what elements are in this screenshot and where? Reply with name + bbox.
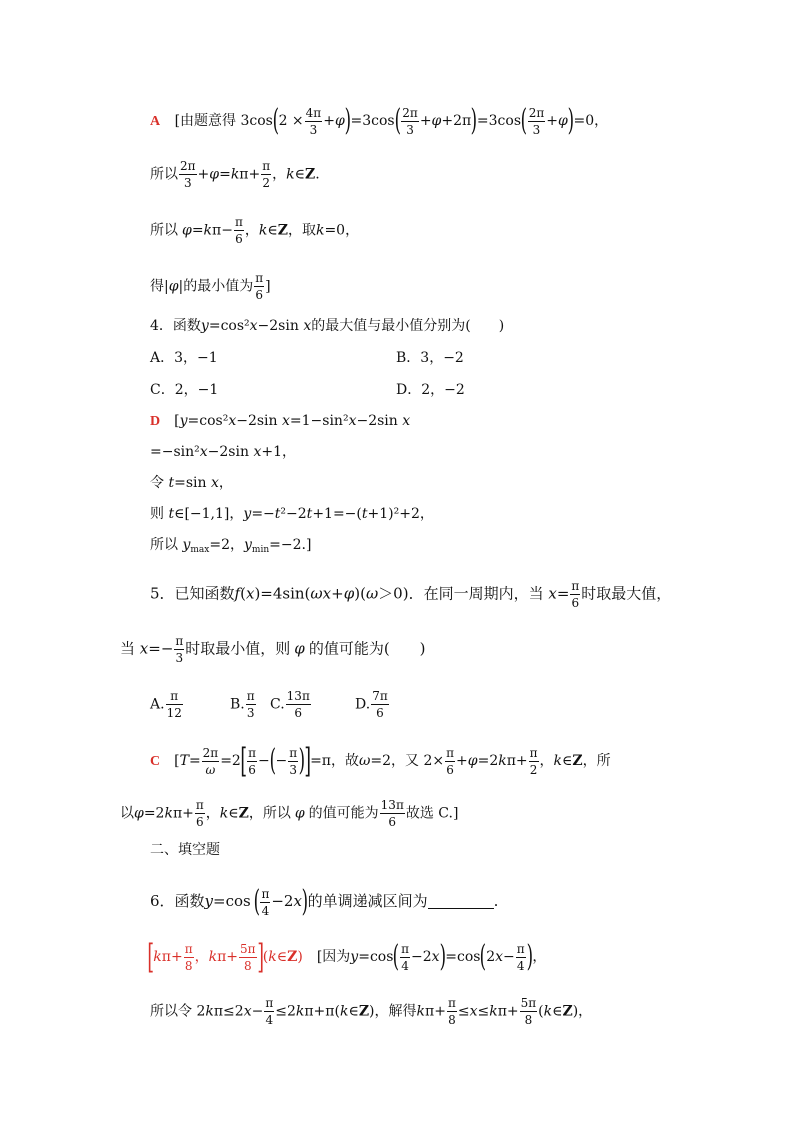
solution-6-line-2: 所以令 2kπ≤2x− $\frac{\pi}{4}$ ≤2kπ+π(k∈Z)，解得kπ+ $\frac{\pi}{8}$ ≤x≤kπ+ $\frac{5\pi}{8}$ (k∈Z)， [150, 996, 593, 1027]
fraction: $\frac{4\pi}{3}$ [305, 105, 322, 137]
fraction: $\frac{\pi}{2}$ [262, 159, 271, 190]
option-b: B. $\frac{\pi}{3}$ [230, 689, 255, 720]
solution-4-line-1: D [y=cos²x−2sin x=1−sin²x−2sin x [150, 413, 411, 429]
fraction: $\frac{\pi}{8}$ [447, 996, 456, 1027]
option-d: D. $\frac{7\pi}{6}$ [355, 689, 388, 720]
fraction: $\frac{\pi}{6}$ [571, 579, 580, 610]
fraction: $\frac{\pi}{4}$ [261, 886, 270, 918]
fraction: $\frac{13\pi}{6}$ [286, 689, 310, 720]
option-b: B．3，−2 [396, 350, 464, 366]
section-heading: 二、填空题 [150, 842, 220, 858]
fraction: $\frac{5\pi}{8}$ [520, 996, 537, 1027]
fraction: $\frac{2\pi}{3}$ [528, 105, 545, 137]
fraction: $\frac{\pi}{4}$ [516, 941, 525, 973]
solution-6-line-1: [kπ+ $\frac{\pi}{8}$ ，kπ+ $\frac{5\pi}{8}$ ](k∈Z) [因为y=cos( $\frac{\pi}{4}$ −2x)=cos(2x− $\frac{\pi}{4}$ )， [147, 937, 547, 977]
solution-4-line-2: =−sin²x−2sin x+1， [150, 444, 296, 460]
solution-4-line-5: 所以 $y_{max}=2$，$y_{min}=-2$.] [150, 537, 312, 555]
fraction: $\frac{2\pi}{3}$ [402, 105, 418, 137]
answer-letter: C [150, 754, 161, 769]
option-a: A．3，−1 [150, 350, 218, 366]
question-4-stem: 4．函数y=cos²x−2sin x的最大值与最小值分别为( ) [150, 318, 505, 334]
answer-interval: [kπ+ $\frac{\pi}{8}$ ，kπ+ $\frac{5\pi}{8}$ ](k∈Z) [147, 937, 303, 977]
fraction: $\frac{\pi}{4}$ [401, 941, 410, 973]
fraction: $\frac{2\pi}{\omega}$ [202, 745, 219, 777]
fraction: $\frac{5\pi}{8}$ [240, 941, 256, 973]
solution-3-line-2: 所以 $\frac{2\pi}{3}$ +φ=kπ+ $\frac{\pi}{2}$ ，k∈Z. [150, 159, 320, 190]
fraction: $\frac{\pi}{6}$ [195, 798, 204, 829]
fraction: $\frac{\pi}{4}$ [265, 996, 274, 1027]
fraction: $\frac{2\pi}{3}$ [180, 159, 196, 190]
fraction: $\frac{13\pi}{6}$ [380, 798, 404, 829]
fraction: $\frac{\pi}{3}$ [289, 745, 298, 777]
solution-3-line-1: A [由题意得 3cos(2 × $\frac{4\pi}{3}$ +φ)=3cos( $\frac{2\pi}{3}$ +φ+2π)=3cos( $\frac{2\pi}{3}$ +φ)=0， [150, 103, 609, 138]
option-c: C．2，−1 [150, 382, 219, 398]
option-c: C. $\frac{13\pi}{6}$ [270, 689, 310, 720]
question-5-stem-line-1: 5．已知函数f(x)=4sin(ωx+φ)(ω＞0)．在同一周期内，当 x= $\frac{\pi}{6}$ 时取最大值， [150, 579, 672, 610]
fraction: $\frac{\pi}{8}$ [184, 941, 193, 973]
solution-5-line-1: C [T= $\frac{2\pi}{\omega}$ =2[ $\frac{\pi}{6}$ −(− $\frac{\pi}{3}$ )]=π，故ω=2，又 2× $\frac{\pi}{6}$ +φ=2kπ+ $\frac{\pi}{2}$ ，k∈Z，所 [150, 741, 611, 781]
fraction: $\frac{\pi}{6}$ [234, 215, 243, 246]
fraction: $\frac{\pi}{12}$ [166, 689, 182, 720]
solution-4-line-4: 则 t∈[−1,1]，y=−t²−2t+1=−(t+1)²+2， [150, 506, 434, 522]
answer-blank[interactable] [428, 894, 494, 909]
fraction: $\frac{\pi}{3}$ [175, 634, 184, 665]
option-a: A. $\frac{\pi}{12}$ [150, 689, 182, 720]
option-d: D．2，−2 [396, 382, 465, 398]
fraction: $\frac{7\pi}{6}$ [372, 689, 388, 720]
question-6-stem: 6．函数y=cos( $\frac{\pi}{4}$ −2x)的单调递减区间为 . [150, 884, 499, 919]
fraction: $\frac{\pi}{6}$ [446, 745, 455, 777]
answer-letter: D [150, 414, 161, 429]
fraction: $\frac{\pi}{6}$ [248, 745, 256, 777]
solution-3-line-4: 得|φ|的最小值为 $\frac{\pi}{6}$ ] [150, 271, 271, 302]
question-5-stem-line-2: 当 x=− $\frac{\pi}{3}$ 时取最小值，则 φ 的值可能为( ) [120, 634, 426, 665]
fraction: $\frac{\pi}{2}$ [529, 745, 538, 777]
solution-3-line-3: 所以 φ=kπ− $\frac{\pi}{6}$ ，k∈Z，取k=0， [150, 215, 360, 246]
solution-4-line-3: 令 t=sin x， [150, 475, 233, 491]
fraction: $\frac{\pi}{3}$ [246, 689, 255, 720]
solution-5-line-2: 以φ=2kπ+ $\frac{\pi}{6}$ ，k∈Z，所以 φ 的值可能为 $\frac{13\pi}{6}$ 故选 C.] [120, 798, 459, 829]
answer-letter: A [150, 114, 161, 129]
fraction: $\frac{\pi}{6}$ [255, 271, 264, 302]
